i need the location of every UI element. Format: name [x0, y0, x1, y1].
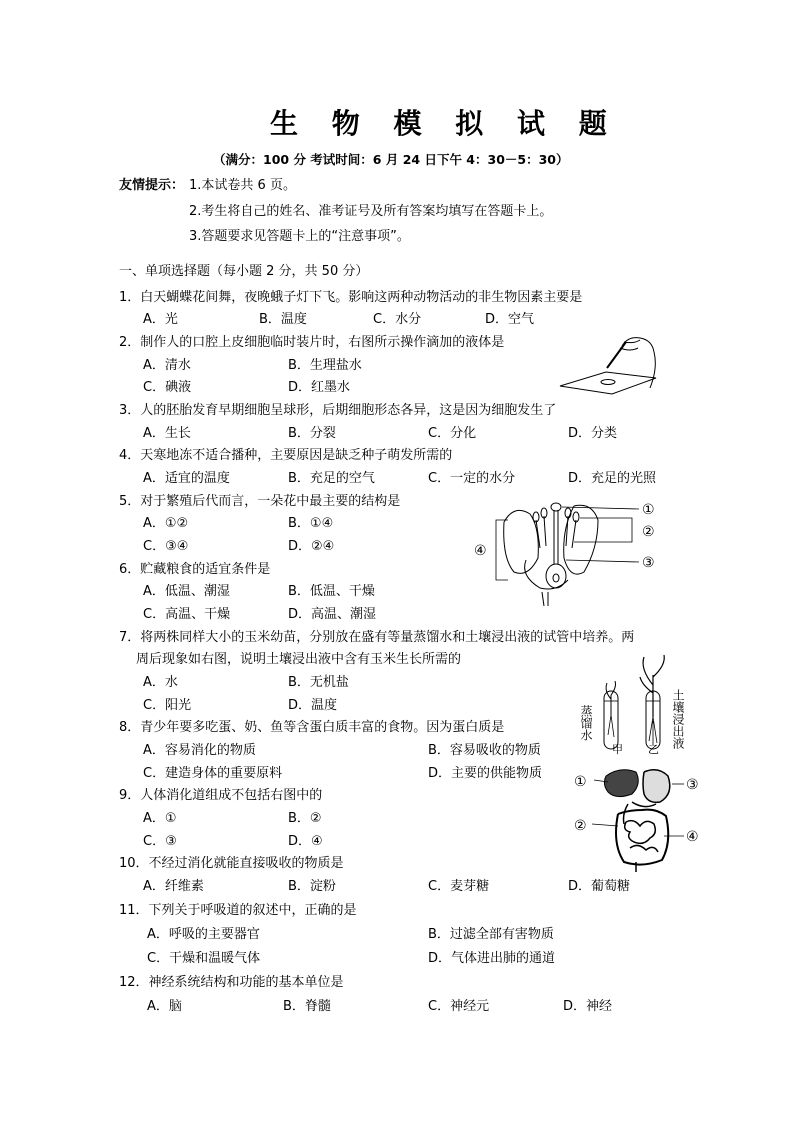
q11-option-b: B．过滤全部有害物质 [428, 927, 554, 942]
q10-stem: 10．不经过消化就能直接吸收的物质是 [119, 856, 344, 871]
q5-option-b: B．①④ [288, 516, 334, 531]
q7-option-b: B．无机盐 [288, 675, 349, 690]
q1-option-c: C．水分 [373, 312, 422, 327]
q3-option-b: B．分裂 [288, 426, 336, 441]
tube-label-yi: 乙 [648, 743, 659, 756]
q1-stem: 1．白天蝴蝶花间舞，夜晚蛾子灯下飞。影响这两种动物活动的非生物因素主要是 [119, 290, 583, 305]
q5-option-a: A．①② [143, 516, 189, 531]
q11-stem: 11．下列关于呼吸道的叙述中，正确的是 [119, 903, 357, 918]
q10-option-d: D．葡萄糖 [568, 879, 631, 894]
q5-option-c: C．③④ [143, 539, 189, 554]
digest-label-2: ② [574, 818, 587, 834]
q7-option-c: C．阳光 [143, 698, 192, 713]
notice-item-1: 1.本试卷共 6 页。 [189, 178, 296, 193]
q5-stem: 5．对于繁殖后代而言，一朵花中最主要的结构是 [119, 494, 401, 509]
section-title: 一、单项选择题（每小题 2 分，共 50 分） [119, 264, 369, 279]
q8-option-a: A．容易消化的物质 [143, 743, 256, 758]
q8-option-d: D．主要的供能物质 [428, 766, 543, 781]
digest-label-1: ① [574, 774, 587, 790]
q1-option-d: D．空气 [485, 312, 535, 327]
q2-stem: 2．制作人的口腔上皮细胞临时装片时，右图所示操作滴加的液体是 [119, 335, 505, 350]
flower-label-3: ③ [642, 555, 655, 571]
q4-option-c: C．一定的水分 [428, 471, 516, 486]
q12-option-d: D．神经 [563, 999, 613, 1014]
digestive-figure [572, 764, 702, 874]
q12-option-b: B．脊髓 [283, 999, 331, 1014]
q4-stem: 4．天寒地冻不适合播种，主要原因是缺乏种子萌发所需的 [119, 448, 453, 463]
q12-stem: 12．神经系统结构和功能的基本单位是 [119, 975, 344, 990]
q7-option-a: A．水 [143, 675, 178, 690]
q11-option-a: A．呼吸的主要器官 [147, 927, 260, 942]
q7-stem-line1: 7．将两株同样大小的玉米幼苗，分别放在盛有等量蒸馏水和土壤浸出液的试管中培养。两 [119, 630, 635, 645]
q11-option-d: D．气体进出肺的通道 [428, 951, 556, 966]
q5-option-d: D．②④ [288, 539, 335, 554]
q12-option-c: C．神经元 [428, 999, 490, 1014]
notice-item-2: 2.考生将自己的姓名、准考证号及所有答案均填写在答题卡上。 [189, 204, 553, 219]
q4-option-a: A．适宜的温度 [143, 471, 230, 486]
q2-option-b: B．生理盐水 [288, 358, 362, 373]
test-tube-figure [580, 655, 690, 755]
q9-option-b: B．② [288, 811, 322, 826]
q10-option-c: C．麦芽糖 [428, 879, 490, 894]
exam-info: （满分：100 分 考试时间：6 月 24 日下午 4：30－5：30） [213, 152, 569, 167]
q10-option-a: A．纤维素 [143, 879, 204, 894]
q11-option-c: C．干燥和温暖气体 [147, 951, 261, 966]
flower-figure [474, 498, 674, 608]
q6-stem: 6．贮藏粮食的适宜条件是 [119, 562, 271, 577]
page-title: 生 物 模 拟 试 题 [270, 107, 619, 140]
q3-option-c: C．分化 [428, 426, 477, 441]
q1-option-a: A．光 [143, 312, 178, 327]
q9-option-c: C．③ [143, 834, 177, 849]
flower-label-2: ② [642, 524, 655, 540]
q4-option-d: D．充足的光照 [568, 471, 657, 486]
q9-stem: 9．人体消化道组成不包括右图中的 [119, 788, 323, 803]
dropper-slide-figure [556, 334, 666, 394]
q3-stem: 3．人的胚胎发育早期细胞呈球形，后期细胞形态各异，这是因为细胞发生了 [119, 403, 557, 418]
q7-stem-line2: 周后现象如右图，说明土壤浸出液中含有玉米生长所需的 [136, 652, 462, 667]
digest-label-4: ④ [686, 829, 699, 845]
q8-stem: 8．青少年要多吃蛋、奶、鱼等含蛋白质丰富的食物。因为蛋白质是 [119, 720, 505, 735]
q6-option-a: A．低温、潮湿 [143, 584, 230, 599]
flower-label-1: ① [642, 502, 655, 518]
q6-option-d: D．高温、潮湿 [288, 607, 377, 622]
q7-option-d: D．温度 [288, 698, 338, 713]
notice-item-3: 3.答题要求见答题卡上的“注意事项”。 [189, 229, 410, 244]
q2-option-a: A．清水 [143, 358, 191, 373]
q9-option-d: D．④ [288, 834, 323, 849]
q1-option-b: B．温度 [259, 312, 307, 327]
q12-option-a: A．脑 [147, 999, 182, 1014]
digest-label-3: ③ [686, 777, 699, 793]
q2-option-d: D．红墨水 [288, 380, 351, 395]
q3-option-a: A．生长 [143, 426, 191, 441]
q8-option-c: C．建造身体的重要原料 [143, 766, 283, 781]
tube-label-distilled: 蒸馏水 [579, 705, 593, 741]
q2-option-c: C．碘液 [143, 380, 192, 395]
q4-option-b: B．充足的空气 [288, 471, 375, 486]
tube-label-jia: 甲 [612, 743, 623, 756]
q3-option-d: D．分类 [568, 426, 618, 441]
q10-option-b: B．淀粉 [288, 879, 336, 894]
q9-option-a: A．① [143, 811, 177, 826]
notice-label: 友情提示： [119, 178, 185, 193]
q8-option-b: B．容易吸收的物质 [428, 743, 541, 758]
flower-label-4: ④ [474, 543, 487, 559]
q6-option-b: B．低温、干燥 [288, 584, 375, 599]
q6-option-c: C．高温、干燥 [143, 607, 231, 622]
tube-label-soil: 土壤浸出液 [671, 689, 685, 749]
